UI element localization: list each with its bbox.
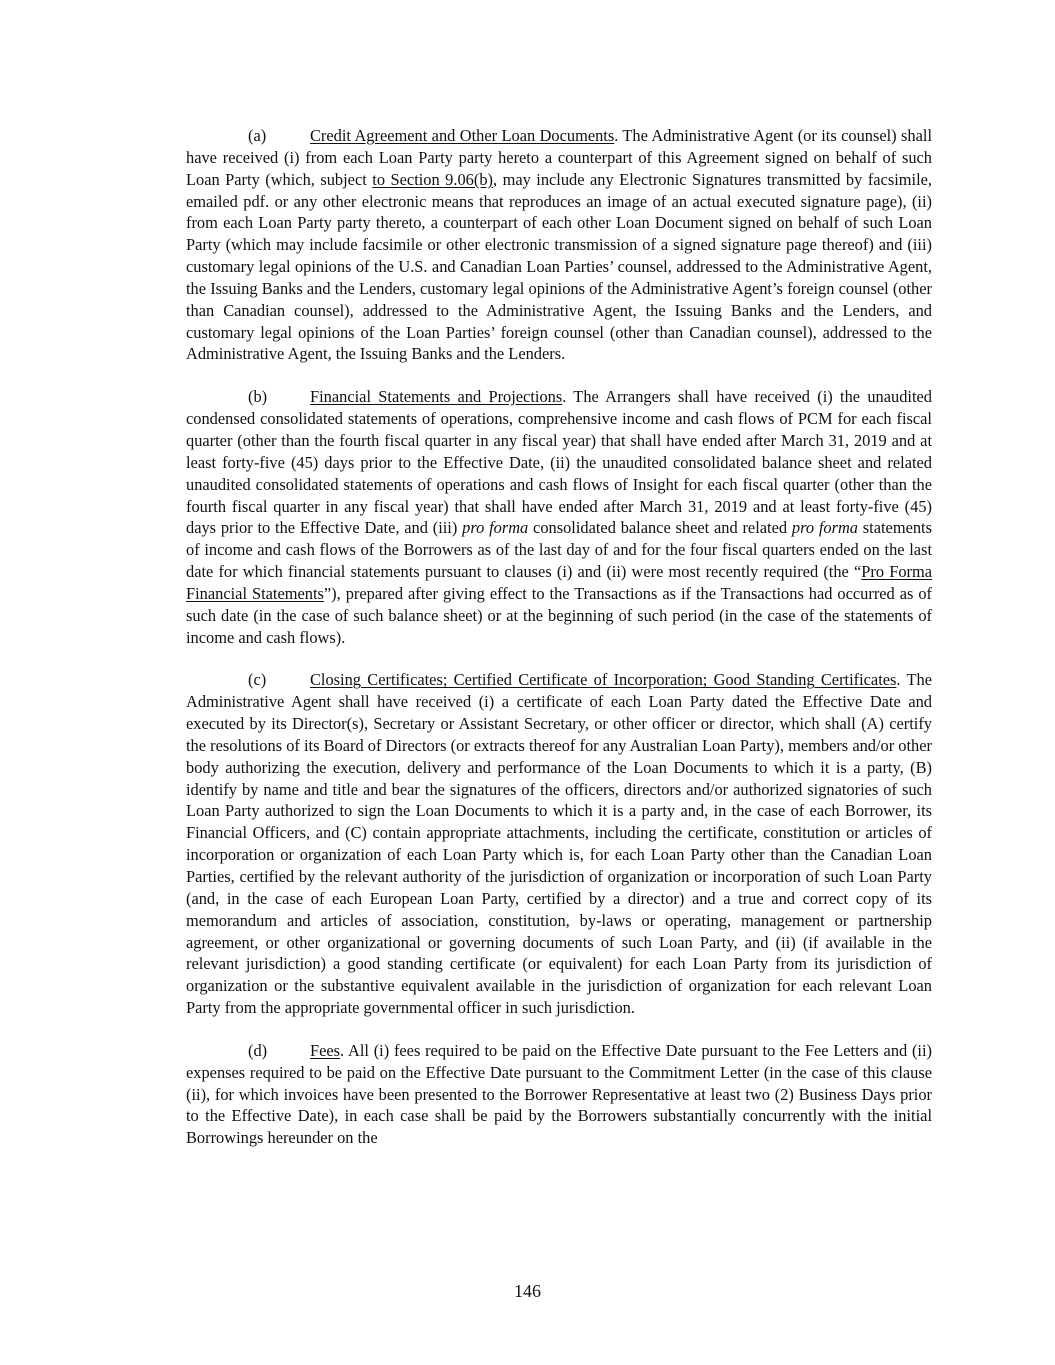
- clause-heading: Credit Agreement and Other Loan Documents: [310, 126, 615, 145]
- clause-heading: Closing Certificates; Certified Certificate of Incorporation; Good Standing Certificates: [310, 670, 897, 690]
- clause-text: . The Administrative Agent shall have received (i) a certificate of each Loan Party dated the Effective Date and executed by its Director(s), Secretary or Assistant Secretary, or other officer or director, which shall (A) certify the resolutions of its Board of Directors (or extracts thereof for any Australian Loan Party), members and/or other body authorizing the execution, delivery and performance of the Loan Documents to which it is a party, (B) identify by name and title and bear the signatures of the officers, directors and/or authorized signatories of such Loan Party authorized to sign the Loan Documents to which it is a party and, in the case of each Borrower, its Financial Officers, and (C) contain appropriate attachments, including the certificate, constitution or articles of incorporation or organization of each Loan Party which is, for each Loan Party other than the Canadian Loan Parties, certified by the relevant authority of the jurisdiction of organization or incorporation of such Loan Party (and, in the case of each European Loan Party, certified by a director) and a true and correct copy of its memorandum and articles of association, constitution, by-laws or operating, management or partnership agreement, or other organizational or governing documents of such Loan Party, and (ii) (if available in the relevant jurisdiction) a good standing certificate (or equivalent) for each Loan Party from its jurisdiction of organization or the substantive equivalent available in the jurisdiction of organization for each relevant Loan Party from the appropriate governmental officer in such jurisdiction.: [186, 670, 932, 1018]
- clause-text: consolidated balance sheet and related: [528, 518, 792, 538]
- clause-text: , may include any Electronic Signatures transmitted by facsimile, emailed pdf. or any other electronic means that reproduces an image of an actual executed signature page), (ii) from each Loan Party party thereto, a counterpart of each other Loan Document signed on behalf of such Loan Party (which may include facsimile or other electronic transmission of a signed signature page thereof) and (iii) customary legal opinions of the U.S. and Canadian Loan Parties’ counsel, addressed to the Administrative Agent, the Issuing Banks and the Lenders, customary legal opinions of the Administrative Agent’s foreign counsel (other than Canadian counsel), addressed to the Administrative Agent, the Issuing Banks and the Lenders, and customary legal opinions of the Loan Parties’ foreign counsel (other than Canadian counsel), addressed to the Administrative Agent, the Issuing Banks and the Lenders.: [186, 169, 932, 364]
- clause-text: . All (i) fees required to be paid on the Effective Date pursuant to the Fee Letters and (ii) expenses required to be paid on the Effective Date pursuant to the Commitment Letter (in the case of this clause (ii), for which invoices have been presented to the Borrower Representative at least two (2) Business Days prior to the Effective Date), in each case shall be paid by the Borrowers substantially concurrently with the initial Borrowings hereunder on the: [186, 1040, 932, 1148]
- page-number: 146: [514, 1281, 541, 1301]
- clause-marker: (d): [248, 1040, 268, 1060]
- defined-term: Pro Forma Financial Statements: [186, 562, 932, 603]
- clause-text: . The Arrangers shall have received (i) the unaudited condensed consolidated statements of operations, comprehensive income and cash flows of PCM for each fiscal quarter (other than the fourth fiscal quarter in any fiscal year) that shall have ended after March 31, 2019 and at least forty-five (45) days prior to the Effective Date, (ii) the unaudited consolidated balance sheet and related unaudited consolidated statements of operations and cash flows of Insight for each fiscal quarter (other than the fourth fiscal quarter in any fiscal year) that shall have ended after March 31, 2019 and at least forty-five (45) days prior to the Effective Date, and (iii): [186, 387, 932, 538]
- clause-text: . The Administrative Agent (or its counsel) shall have received (i) from each Loan Party party hereto a counterpart of this Agreement signed on behalf of such Loan Party (which, subject: [186, 126, 932, 189]
- section-reference: to Section 9.06(b): [372, 169, 493, 189]
- document-body: [186, 125, 932, 1149]
- italic-term: pro forma: [791, 518, 858, 538]
- italic-term: pro forma: [462, 518, 529, 538]
- clause-text: statements of income and cash flows of the Borrowers as of the last day of and for the four fiscal quarters ended on the last date for which financial statements pursuant to clauses (i) and (ii) were most recently required (the “: [186, 518, 932, 582]
- clause-heading: Financial Statements and Projections: [310, 387, 563, 407]
- clause-marker: (c): [248, 670, 267, 690]
- paragraph-c: [186, 669, 932, 1019]
- paragraph-a: [186, 125, 932, 365]
- clause-heading: Fees: [310, 1040, 341, 1060]
- clause-marker: (b): [248, 387, 268, 407]
- paragraph-b: [186, 386, 932, 648]
- clause-text: ”), prepared after giving effect to the Transactions as if the Transactions had occurred as of such date (in the case of such balance sheet) or at the beginning of such period (in the case of the statements of income and cash flows).: [186, 583, 932, 647]
- clause-marker: (a): [248, 126, 267, 145]
- paragraph-d: [186, 1040, 932, 1149]
